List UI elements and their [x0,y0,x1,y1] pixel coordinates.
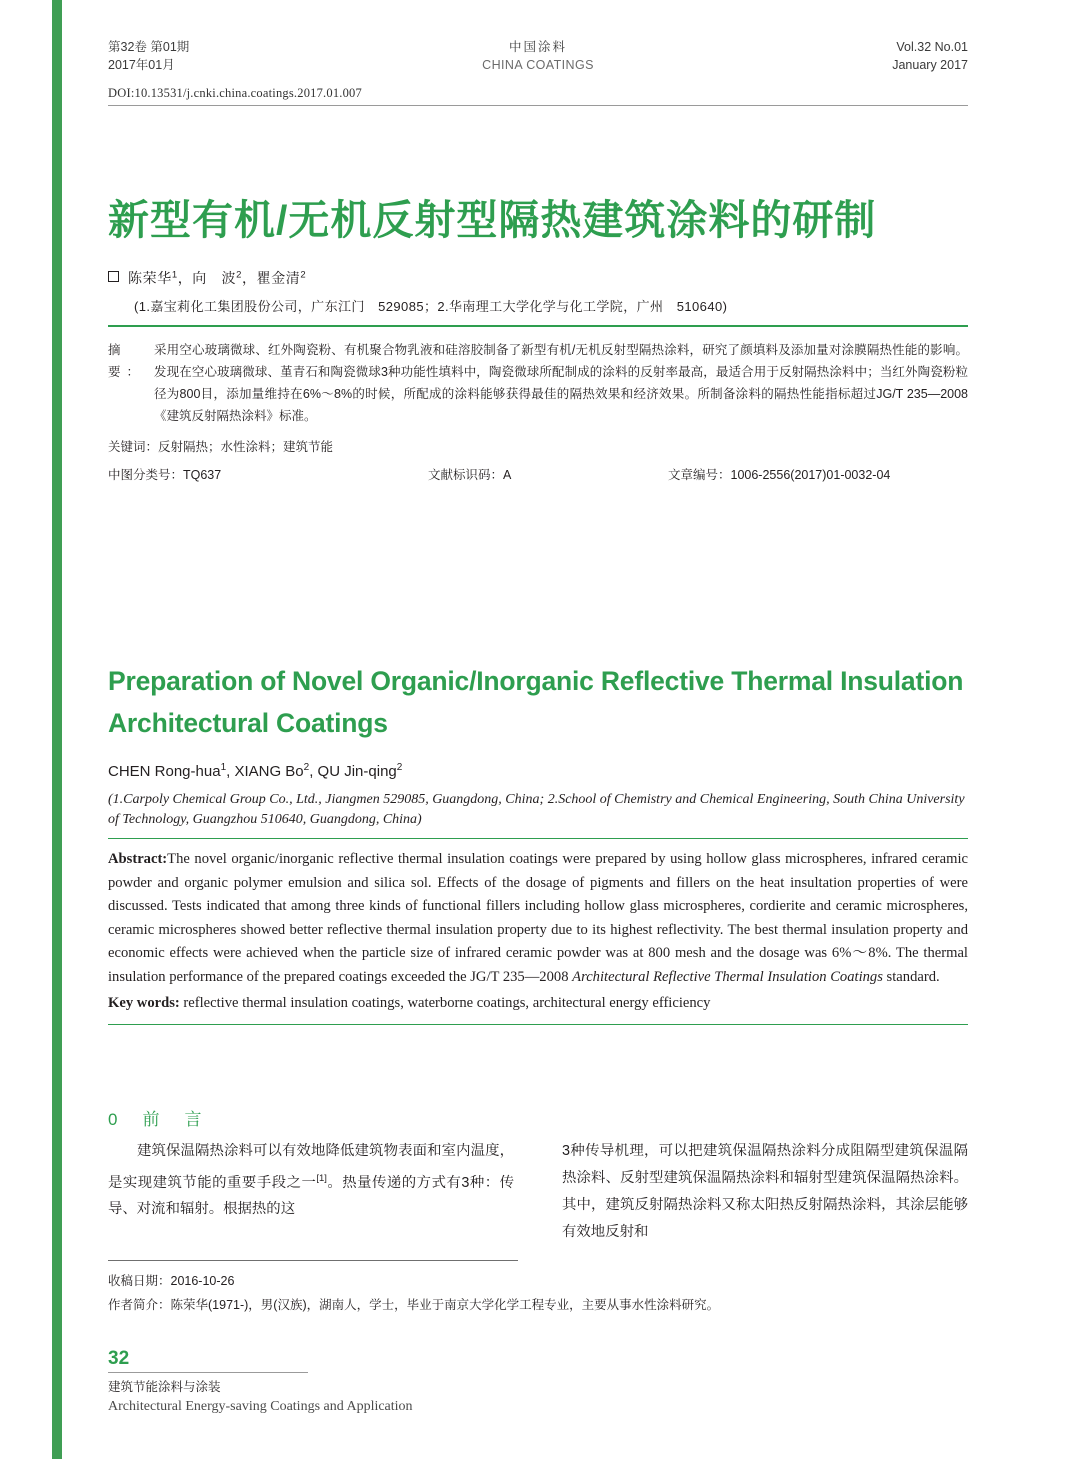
authors-en-text: CHEN Rong-hua$^1$, XIANG Bo$^2$, QU Jin-qing$^2$ [108,762,403,780]
running-head-right [892,38,968,74]
green-divider-bottom [108,1024,968,1025]
abstract-cn [108,339,968,427]
body-section [108,1105,968,1246]
authors-en [108,762,968,780]
document-code: 文献标识码：A [428,468,512,482]
classification-row [108,465,968,485]
running-head-center [108,38,968,74]
doi-text: DOI:10.13531/j.cnki.china.coatings.2017.01.007 [108,86,362,100]
body-column-right [562,1138,968,1246]
page-number: 32 [108,1348,130,1369]
green-divider-en [108,838,968,839]
volume-issue-en: Vol.32 No.01 [896,40,968,54]
title-en: Preparation of Novel Organic/Inorganic Reflective Thermal Insulation Architectural Coatings [108,666,964,738]
right-margin [1055,0,1075,1459]
issue-date-en: January 2017 [892,58,968,72]
received-date: 收稿日期：2016-10-26 [108,1273,235,1288]
authors-cn-text: 陈荣华$^1$，向 波$^2$，瞿金清$^2$ [128,269,307,286]
green-divider-top [108,325,968,327]
abstract-en-body: The novel organic/inorganic reflective thermal insulation coatings were prepared by using hollow glass microspheres, infrared ceramic powder and organic polymer emulsion and silica sol. Effects of the dosage of pigments and fillers on the heat insultation properties of were discussed. Tests indicated that among three kinds of functional fillers including hollow glass microspheres, cordierite and ceramic microspheres, ceramic microspheres showed better reflective thermal insulation property due to its highest reflectivity. The best thermal insulation property and economic effects were achieved when the particle size of infrared ceramic powder was at 800 mesh and the dosage was 6%～8%. The thermal insulation performance of the prepared coatings exceeded the JG/T 235—2008 [108,851,968,985]
footnotes [108,1269,968,1317]
keywords-cn: 关键词：反射隔热；水性涂料；建筑节能 [108,440,334,454]
page-content [108,0,968,1317]
abstract-en-tail: standard. [882,968,940,985]
keywords-en-label: Key words: [108,995,180,1011]
journal-name-en: CHINA COATINGS [482,58,594,72]
english-block [108,660,968,1025]
body-paragraph-left: 建筑保温隔热涂料可以有效地降低建筑物表面和室内温度，是实现建筑节能的重要手段之一[1]。热量传递的方式有3种：传导、对流和辐射。根据热的这 [108,1142,514,1218]
footer-column-cn: 建筑节能涂料与涂装 [108,1380,221,1394]
affiliation-cn: (1.嘉宝莉化工集团股份公司，广东江门 529085；2.华南理工大学化学与化工学院，广州 510640) [134,299,728,314]
volume-issue: 第32卷 第01期 [108,40,190,54]
keywords-en-text: reflective thermal insulation coatings, waterborne coatings, architectural energy efficiency [179,995,711,1011]
running-head [108,38,968,84]
authors-cn [108,268,968,288]
abstract-cn-label: 摘 要： [108,343,146,379]
abstract-en-label: Abstract: [108,851,168,867]
abstract-en-standard-title: Architectural Reflective Thermal Insulation Coatings [572,968,883,985]
abstract-en [108,848,968,989]
title-cn: 新型有机/无机反射型隔热建筑涂料的研制 [108,197,877,243]
author-bio: 作者简介：陈荣华(1971-)，男(汉族)，湖南人，学士，毕业于南京大学化学工程专业，主要从事水性涂料研究。 [108,1297,720,1312]
section-heading-0: 0 前 言 [108,1109,206,1129]
footer-divider [108,1372,308,1373]
issue-date-cn: 2017年01月 [108,58,175,72]
abstract-cn-body: 采用空心玻璃微球、红外陶瓷粉、有机聚合物乳液和硅溶胶制备了新型有机/无机反射型隔热涂料，研究了颜填料及添加量对涂膜隔热性能的影响。发现在空心玻璃微球、堇青石和陶瓷微球3种功能性填料中，陶瓷微球所配制成的涂料的反射率最高，最适合用于反射隔热涂料中；当红外陶瓷粉粒径为800目，添加量维持在6%～8%的时候，所配成的涂料能够获得最佳的隔热效果和经济效果。所制备涂料的隔热性能指标超过JG/T 235—2008《建筑反射隔热涂料》标准。 [154,343,968,423]
footer-column-en: Architectural Energy-saving Coatings and Application [108,1399,413,1414]
keywords-en [108,992,968,1016]
body-column-left [108,1138,514,1246]
clc-number: 中图分类号：TQ637 [108,468,222,482]
body-paragraph-right: 3种传导机理，可以把建筑保温隔热涂料分成阻隔型建筑保温隔热涂料、反射型建筑保温隔热涂料和辐射型建筑保温隔热涂料。其中，建筑反射隔热涂料又称太阳热反射隔热涂料，其涂层能够有效地反射和 [562,1142,968,1240]
footnote-divider [108,1260,518,1261]
two-column-body [108,1138,968,1246]
article-id: 文章编号：1006-2556(2017)01-0032-04 [668,468,891,482]
header-divider [108,105,968,106]
page-footer [108,1348,608,1417]
left-green-bar [0,0,62,1459]
journal-name-cn: 中国涂料 [508,40,567,54]
affiliation-en: (1.Carpoly Chemical Group Co., Ltd., Jiangmen 529085, Guangdong, China; 2.School of Chemistry and Chemical Engineering, South China University of Technology, Guangzhou 510640, Guangdong, China) [108,792,965,827]
square-bullet-icon [108,271,119,282]
